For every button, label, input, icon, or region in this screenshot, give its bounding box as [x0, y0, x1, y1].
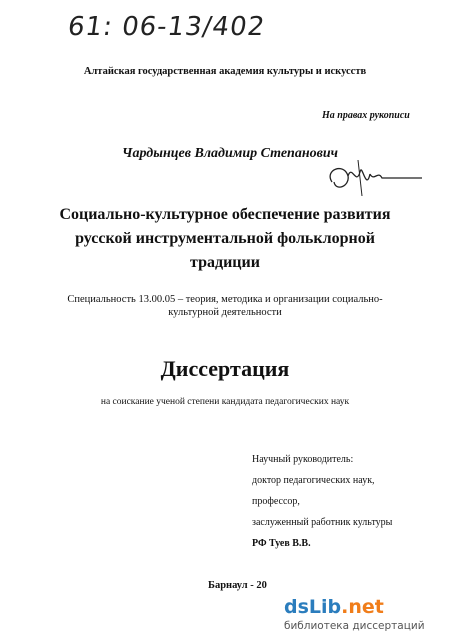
supervisor-block [252, 449, 392, 554]
supervisor-rank: профессор, [252, 496, 300, 507]
document-type: Диссертация [160, 356, 290, 381]
watermark-logo-main: dsLib [284, 596, 342, 618]
author-name: Чардынцев Владимир Степанович [122, 146, 339, 161]
dissertation-title [0, 203, 450, 275]
watermark-logo-suffix: .net [341, 596, 384, 618]
rights-note: На правах рукописи [322, 110, 410, 121]
supervisor-label: Научный руководитель: [252, 454, 354, 465]
author-signature [322, 152, 432, 202]
city-year: Барнаул - 20 [208, 580, 267, 591]
supervisor-degree: доктор педагогических наук, [252, 475, 375, 486]
title-line: Социально-культурное обеспечение развития [59, 206, 391, 223]
specialty-line: культурной деятельности [168, 307, 282, 318]
watermark-subtitle: библиотека диссертаций [284, 620, 425, 632]
watermark-logo [284, 596, 384, 618]
degree-line: на соискание ученой степени кандидата педагогических наук [100, 397, 350, 407]
academy-name: Алтайская государственная академия культуры и искусств [83, 66, 367, 77]
supervisor-honor: заслуженный работник культуры [252, 517, 393, 528]
title-line: русской инструментальной фольклорной [75, 230, 375, 247]
handwritten-archive-code: 61: 06-13/402 [65, 12, 268, 42]
specialty [0, 293, 450, 319]
site-watermark [282, 596, 446, 636]
title-line: традиции [190, 254, 260, 271]
specialty-line: Специальность 13.00.05 – теория, методика и организации социально- [67, 294, 383, 305]
supervisor-name: РФ Туев В.В. [252, 538, 311, 549]
